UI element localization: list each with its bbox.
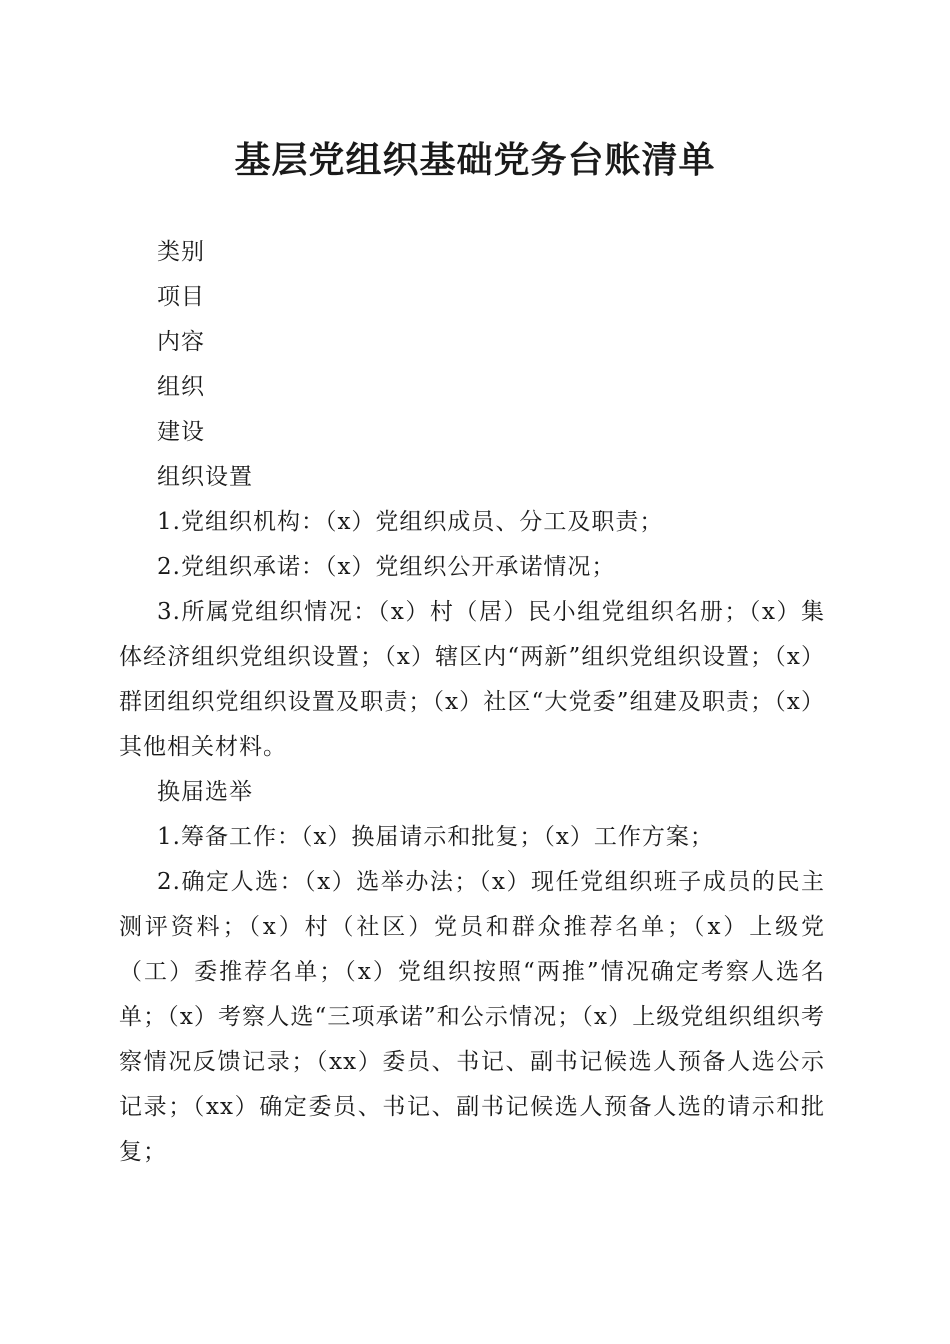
list-item-affiliated-orgs: 3.所属党组织情况：（x）村（居）民小组党组织名册；（x）集体经济组织党组织设置；（x）辖区内“两新”组织党组织设置；（x）群团组织党组织设置及职责；（x）社区“大党委”组建及职责；（x）其他相关材料。 [119,599,825,760]
paragraph-content: 内容 [157,329,205,355]
paragraph-construction: 建设 [157,419,205,445]
list-item-org-structure: 1.党组织机构：（x）党组织成员、分工及职责； [157,509,664,535]
list-item-candidate-selection: 2.确定人选：（x）选举办法；（x）现任党组织班子成员的民主测评资料；（x）村（社区）党员和群众推荐名单；（x）上级党（工）委推荐名单；（x）党组织按照“两推”情况确定考察人选名单；（x）考察人选“三项承诺”和公示情况；（x）上级党组织组织考察情况反馈记录；（xx）委员、书记、副书记候选人预备人选公示记录；（xx）确定委员、书记、副书记候选人预备人选的请示和批复； [119,869,825,1165]
paragraph-category: 类别 [157,239,205,265]
paragraph-organization: 组织 [157,374,205,400]
list-item-preparation: 1.筹备工作：（x）换届请示和批复；（x）工作方案； [157,824,714,850]
document-body [119,230,825,1175]
paragraph-item: 项目 [157,284,205,310]
list-item-org-commitment: 2.党组织承诺：（x）党组织公开承诺情况； [157,554,616,580]
document-title: 基层党组织基础党务台账清单 [234,139,716,181]
section-heading-org-setup: 组织设置 [157,464,253,490]
section-heading-election: 换届选举 [157,779,253,805]
